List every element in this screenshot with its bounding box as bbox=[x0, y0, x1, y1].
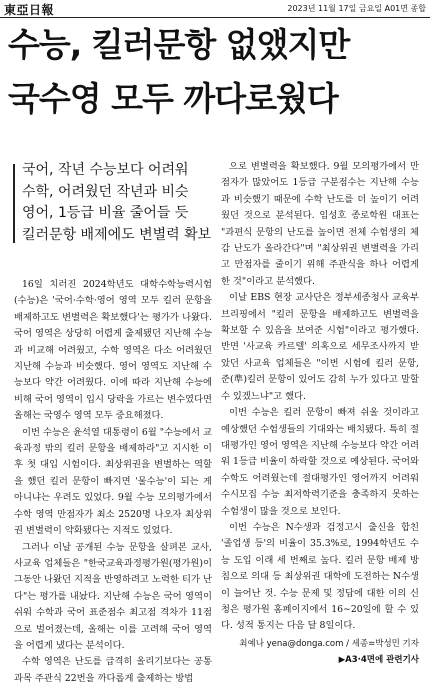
subhead-line: 수학, 어려웠던 작년과 비슷 bbox=[22, 183, 189, 200]
subhead-line: 국어, 작년 수능보다 어려워 bbox=[22, 162, 189, 178]
article-paragraph: 으로 변별력을 확보했다. 9월 모의평가에서 만점자가 많았어도 1등급 구분점수는 지난해 수능과 비슷했기 때문에 수학 난도를 더 높이기 어려웠던 것으로 분석된다. 임성호 종로학원 대표는 "과편식 문항의 난도를 높이면 전체 수험생의 체감 난도가 올라간다"며 "최상위권 변별력을 가리고 만점자를 줄이기 위해 주관식을 하나 어렵게 한 것"이라고 분석했다. bbox=[221, 161, 419, 287]
article-paragraph: 이날 EBS 현장 교사단은 정부세종청사 교육부 브리핑에서 "킬러 문항을 배제하고도 변별력을 확보할 수 있음을 보여준 시험"이라고 평가했다. 반면 '사교육 카르텔' 의혹으로 세무조사까지 받았던 사교육 업체들은 "이번 시험에 킬러 문항, 준(準)킬러 문항이 있어도 감히 누가 있다고 말할 수 있겠느냐"고 했다. bbox=[221, 292, 419, 402]
related-article-link[interactable]: ▶A3·4면에 관련기사 bbox=[338, 655, 419, 666]
newspaper-logo: 東亞日報 bbox=[4, 3, 55, 17]
article-paragraph: 수학 영역은 난도를 급격히 올리기보다는 공통과목 주관식 22번을 까다롭게 출제하는 방법 bbox=[14, 656, 212, 684]
subhead-line: 영어, 1등급 비율 줄어들 듯 bbox=[22, 205, 189, 221]
headline-line-2: 국수영 모두 까다로웠다 bbox=[8, 79, 338, 118]
article-paragraph: 16일 치러진 2024학년도 대학수학능력시험(수능)은 '국어·수학·영어 영역 모두 킬러 문항을 배제하고도 변별력은 확보했다'는 평가가 나왔다. 국어 영역은 상당히 어렵게 출제됐던 지난해 수능과 비교해 어려웠고, 수학 영역은 다소 어려웠던 지난해 수능과 비슷했다. 영어 영역도 지난해 수능보다 약간 어려웠다. 이에 따라 지난해 수능에 비해 국어 영역이 입시 당락을 가르는 변수였다면 올해는 국영수 영역 모두 중요해졌다. bbox=[14, 279, 212, 422]
article-column-right bbox=[221, 159, 419, 669]
byline: 최예나 yena@donga.com / 세종=박성민 기자 bbox=[239, 638, 419, 649]
subhead-line: 킬러문항 배제에도 변별력 확보 bbox=[22, 226, 212, 243]
headline-line-1: 수능, 킬러문항 없앴지만 bbox=[8, 25, 350, 64]
article-paragraph: 이번 수능은 N수생과 검정고시 출신을 합친 '졸업생 등'의 비율이 35.3%로, 1994학년도 수능 도입 이래 세 번째로 높다. 킬러 문항 배제 방침으로 의대 등 최상위권 대학에 도전하는 N수생이 늘어난 것. 수능 문제 및 정답에 대한 이의 신청은 평가원 홈페이지에서 16∼20일에 할 수 있다. 성적 통지는 다음 달 8일이다. bbox=[221, 521, 419, 632]
masthead bbox=[0, 0, 430, 18]
issue-date-page: 2023년 11월 17일 금요일 A01면 종합 bbox=[287, 4, 426, 13]
article-paragraph: 그러나 이날 공개된 수능 문항을 살펴본 교사, 사교육 업체들은 "한국교육과정평가원(평가원)이 그동안 나왔던 지적을 반영하려고 노력한 티가 난다"는 평가를 내놨다. 지난해 수능은 국어 영역이 쉬워 수학과 국어 표준점수 최고점 격차가 11점으로 벌어졌는데, 올해는 이를 고려해 국어 영역을 어렵게 냈다는 분석이다. bbox=[14, 541, 212, 651]
article-paragraph: 이번 수능은 윤석열 대통령이 6월 "수능에서 교육과정 밖의 킬러 문항을 배제하라"고 지시한 이후 첫 대입 시험이다. 최상위권을 변별하는 역할을 했던 킬러 문항이 빠지면 '물수능'이 되는 게 아니냐는 우려도 있었다. 9월 수능 모의평가에서 수학 영역 만점자가 최소 2520명 나오자 최상위권 변별력이 약화됐다는 지적도 있었다. bbox=[14, 426, 212, 537]
article-column-left bbox=[14, 277, 212, 687]
subhead bbox=[22, 160, 212, 246]
subhead-bar bbox=[13, 164, 15, 243]
article-paragraph: 이번 수능은 킬러 문항이 빠져 쉬울 것이라고 예상했던 수험생들의 기대와는 배치됐다. 특히 절대평가인 영어 영역은 지난해 수능보다 약간 어려워 1등급 비율이 하락할 것으로 예상된다. 국어와 수학도 어려웠는데 절대평가인 영어까지 어려워 수시모집 수능 최저학력기준을 충족하지 못하는 수험생이 많을 것으로 보인다. bbox=[221, 407, 419, 517]
